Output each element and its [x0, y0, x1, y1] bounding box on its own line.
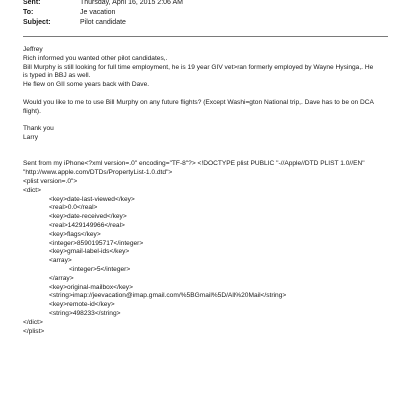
sent-value: Thursday, April 16, 2015 2:06 AM	[80, 0, 183, 6]
plist-entry: <string>imap://jeevacation@imap.gmail.com/%5BGmail%5D/All%20Mail</string>	[49, 292, 287, 300]
paragraph-gap	[23, 116, 393, 125]
email-header	[23, 0, 393, 28]
body-line: flight).	[23, 107, 41, 115]
greeting: Jeffrey	[23, 46, 43, 53]
header-divider	[23, 36, 388, 37]
subject-value: Pilot candidate	[80, 19, 126, 26]
dict-open: <dict>	[23, 186, 41, 194]
to-label: To:	[23, 9, 34, 16]
plist-open: <plist version=.0">	[23, 177, 78, 185]
body-line: Rich informed you wanted other pilot candidates,.	[23, 54, 168, 62]
to-row	[23, 8, 393, 18]
paragraph-gap	[23, 152, 393, 161]
email-body	[23, 46, 393, 336]
plist-entry: <key>date-received</key>	[49, 213, 127, 221]
closing: Thank you	[23, 125, 54, 133]
body-line: is typed in BBJ as well.	[23, 72, 91, 80]
plist-entry: <key>gmail-label-ids</key>	[49, 248, 130, 256]
sent-label: Sent:	[23, 0, 41, 6]
body-line: Would you like to me to use Bill Murphy on any future flights? (Except Washi=gton National trip,. Dave has to be on DCA	[23, 98, 374, 106]
dtd-url-line: "http://www.apple.com/DTDs/PropertyList-1.0.dtd">	[23, 169, 173, 177]
paragraph-gap	[23, 143, 393, 152]
paragraph-gap	[23, 90, 393, 99]
subject-label: Subject:	[23, 19, 51, 26]
plist-entry: </array>	[49, 274, 74, 282]
plist-entry: <real>1429149966</real>	[49, 221, 125, 229]
plist-entry: <key>date-last-viewed</key>	[49, 195, 135, 203]
plist-entry: <integer>8590195717</integer>	[49, 239, 144, 247]
dict-close: </dict>	[23, 318, 43, 326]
plist-entry: <string>498233</string>	[49, 309, 121, 317]
plist-entry: <array>	[49, 257, 72, 265]
to-value: Je vacation	[80, 9, 116, 16]
sent-from-line: Sent from my iPhone<?xml version=.0" encoding="TF-8"?> <!DOCTYPE plist PUBLIC "-//Apple//DTD PLIST 1.0//EN"	[23, 160, 365, 168]
sent-row	[23, 0, 393, 8]
subject-row	[23, 18, 393, 28]
plist-close: </plist>	[23, 327, 45, 335]
body-line: Bill Murphy is still looking for full time employment, he is 19 year GIV vet>ran formerly employed by Wayne Hysinga,. He	[23, 63, 374, 71]
plist-entry: <key>flags</key>	[49, 230, 101, 238]
plist-entry: <key>original-mailbox</key>	[49, 283, 133, 291]
plist-entry: <real>0.0</real>	[49, 204, 98, 212]
plist-entry: <key>remote-id</key>	[49, 301, 115, 309]
signature: Larry	[23, 133, 39, 141]
body-line: He flew on GII some years back with Dave.	[23, 81, 150, 89]
array-item: <integer>5</integer>	[69, 265, 131, 273]
